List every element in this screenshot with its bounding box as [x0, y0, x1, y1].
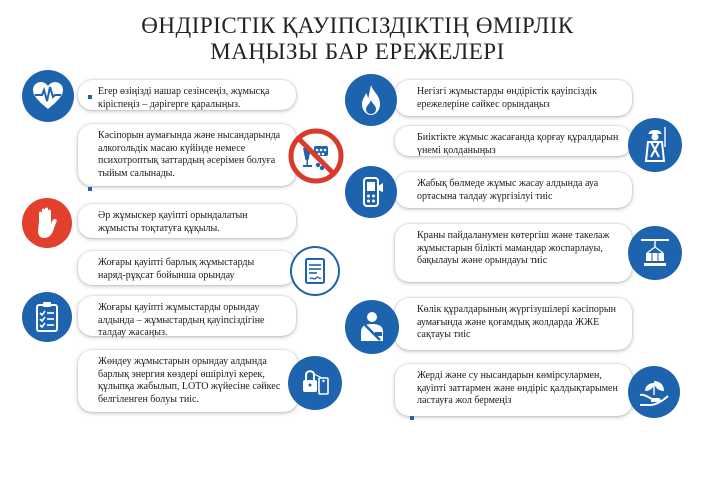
rule-text: Жабық бөлмеде жұмыс жасау алдында ауа ортасына талдау жүргізілуі тиіс: [417, 178, 599, 202]
page-title-line-2: МАҢЫЗЫ БАР ЕРЕЖЕЛЕРІ: [210, 39, 505, 64]
rule-text: Әр жұмыскер қауіпті орындалатын жұмысты тоқтатуға құқылы.: [98, 210, 248, 234]
rule-card-feel-unwell: [78, 80, 296, 110]
decorative-dot: [410, 416, 414, 420]
rule-card-height-protection: [395, 126, 632, 156]
rule-card-driver-safety: [395, 298, 632, 350]
decorative-dot: [88, 187, 92, 191]
crane-lifting-icon: [628, 226, 682, 280]
rule-text: Көлік құралдарының жүргізушілері кәсіпорын аумағында және қоғамдық жолдарда ЖЖЕ сақтауы тиіс: [417, 304, 616, 340]
rule-text: Жоғары қауіпті жұмыстарды орындау алдында – жұмыстардың қауіпсіздігіне талдау жасаңыз.: [98, 302, 265, 338]
rule-card-environment: [395, 364, 632, 416]
no-alcohol-icon: [288, 128, 344, 184]
heartbeat-icon: [22, 70, 74, 122]
gas-detector-icon: [345, 166, 397, 218]
rule-card-industrial-safety-rules: [395, 80, 632, 116]
rule-text: Егер өзіңізді нашар сезінсеңіз, жұмысқа кіріспеңіз – дәрігерге қаралыңыз.: [98, 86, 270, 110]
eco-hands-leaf-icon: [628, 366, 680, 418]
rule-card-work-permit: [78, 251, 296, 285]
rule-text: Краны пайдаланумен көтергіш және такелаж жұмыстарын білікті мамандар жоспарлауы, бақылауы және орындауы тиіс: [417, 230, 610, 266]
rule-card-air-analysis: [395, 172, 632, 208]
safety-harness-icon: [628, 118, 682, 172]
rule-text: Кәсіпорын аумағында және нысандарында алкогольдік масаю күйінде немесе психотроптық заттардың әсерімен болуға тыйым салынады.: [98, 130, 281, 179]
stop-hand-icon: [22, 198, 72, 248]
rule-text: Негізгі жұмыстарды өндірістік қауіпсіздік ережелеріне сәйкес орындаңыз: [417, 86, 597, 110]
rule-text: Жерді және су нысандарын көмірсулармен, қауіпті заттармен және өндіріс қалдықтарымен ластауға жол бермеңіз: [417, 370, 618, 406]
flame-icon: [345, 74, 397, 126]
decorative-dot: [88, 95, 92, 99]
rule-card-safety-analysis: [78, 296, 296, 336]
rule-card-crane-lifting: [395, 224, 632, 282]
checklist-icon: [22, 292, 72, 342]
padlock-tag-icon: [288, 356, 342, 410]
rule-text: Биіктікте жұмыс жасағанда қорғау құралдарын үнемі қолданыңыз: [417, 132, 619, 156]
rule-text: Жоғары қауіпті барлық жұмыстарды наряд-рұқсат бойынша орындау: [98, 257, 255, 281]
rule-card-no-alcohol: [78, 124, 296, 186]
seatbelt-driver-icon: [345, 300, 399, 354]
permit-document-icon: [290, 246, 340, 296]
page-title-line-1: ӨНДІРІСТІК ҚАУІПСІЗДІКТІҢ ӨМІРЛІК: [141, 13, 574, 38]
rule-card-stop-work: [78, 204, 296, 238]
rule-card-loto: [78, 350, 298, 412]
rule-text: Жөндеу жұмыстарын орындау алдында барлық энергия көздері өшірілуі керек, құлыпқа жабылып, LOTO жүйесіне сәйкес белгіленген болуы тиіс.: [98, 356, 281, 405]
